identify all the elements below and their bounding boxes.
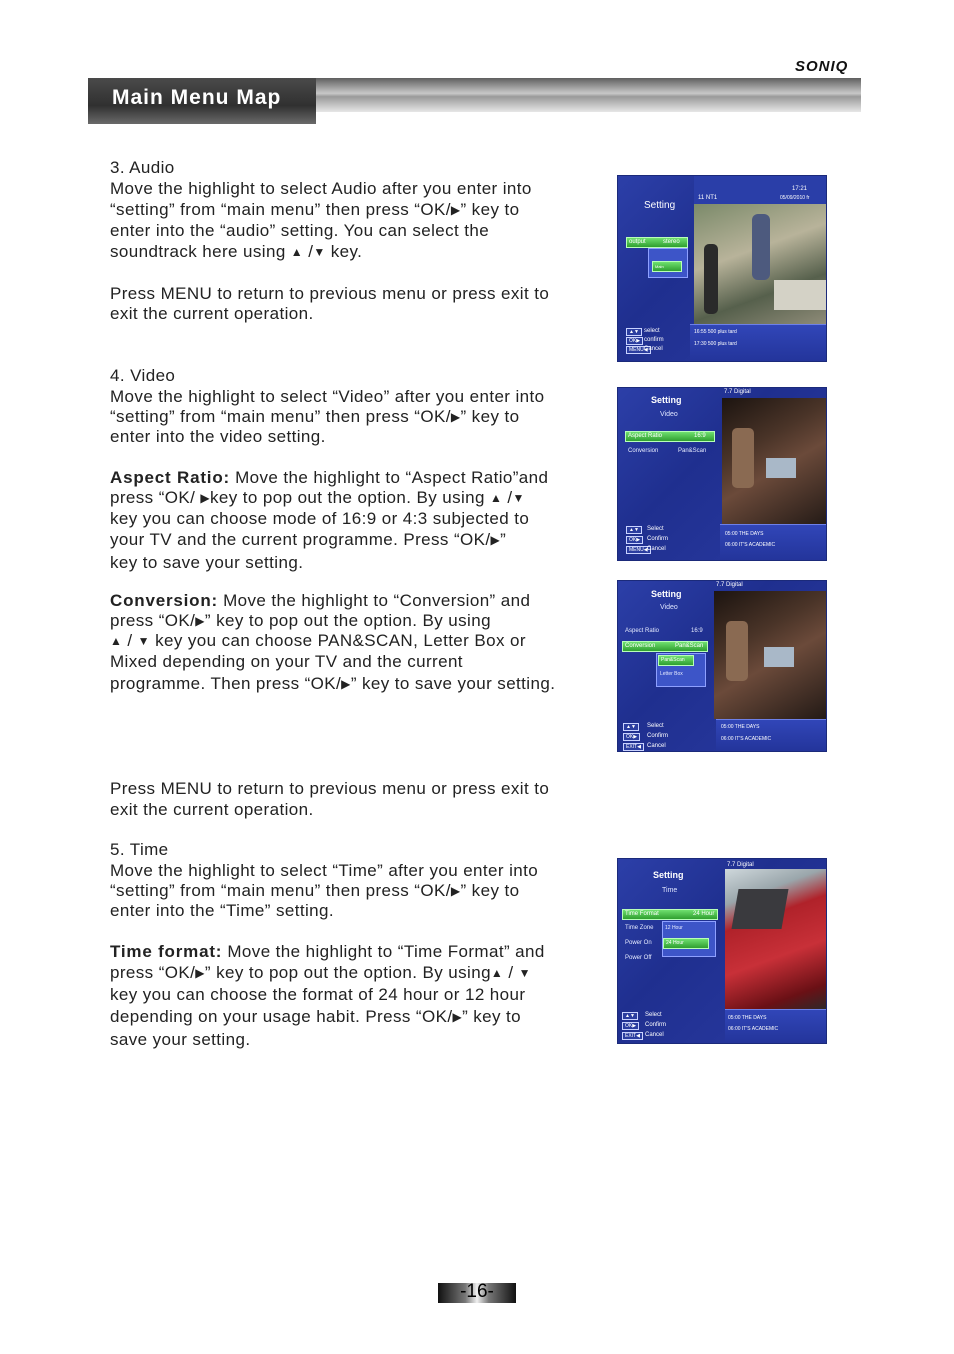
menu-back-line: exit the current operation. bbox=[110, 304, 314, 323]
up-arrow-icon: ▲ bbox=[110, 634, 123, 648]
down-arrow-icon: ▼ bbox=[512, 491, 525, 505]
video-preview bbox=[725, 869, 826, 1011]
audio-line: “setting” from “main menu” then press “OK/▶” key to bbox=[110, 200, 520, 219]
key-ok: OK▶ bbox=[626, 337, 643, 345]
right-arrow-icon: ▶ bbox=[195, 966, 205, 980]
aspect-ratio-row[interactable]: Aspect Ratio 16:9 bbox=[625, 431, 715, 442]
time-zone-row[interactable]: Time Zone bbox=[625, 925, 654, 931]
aspect-line: your TV and the current programme. Press “OK/▶” bbox=[110, 530, 507, 549]
person-figure bbox=[704, 244, 718, 314]
video-preview bbox=[722, 398, 826, 526]
timeformat-line: key you can choose the format of 24 hour or 12 hour bbox=[110, 985, 526, 1004]
key-ok: OK▶ bbox=[626, 536, 643, 544]
down-arrow-icon: ▼ bbox=[518, 966, 531, 980]
key-up-down: ▲▼ bbox=[622, 1012, 638, 1020]
timeformat-line: save your setting. bbox=[110, 1030, 251, 1049]
page-title: Main Menu Map bbox=[112, 86, 282, 109]
monitor-figure bbox=[764, 647, 794, 667]
right-arrow-icon: ▶ bbox=[341, 677, 351, 691]
key-ok: OK▶ bbox=[622, 1022, 639, 1030]
conversion-line: Mixed depending on your TV and the current bbox=[110, 652, 463, 671]
audio-heading: 3. Audio bbox=[110, 158, 175, 177]
up-arrow-icon: ▲ bbox=[490, 966, 504, 980]
menu-back-line: exit the current operation. bbox=[110, 800, 314, 819]
key-up-down: ▲▼ bbox=[626, 328, 642, 336]
epg-entry: 05:00 THE DAYS bbox=[725, 531, 764, 537]
clock-time: 17:21 bbox=[792, 186, 808, 192]
popup-option[interactable]: 24 Hour bbox=[663, 938, 709, 949]
down-arrow-icon: ▼ bbox=[137, 634, 150, 648]
time-format-row[interactable]: Time Format 24 Hour bbox=[622, 909, 718, 920]
time-line: “setting” from “main menu” then press “OK/▶” key to bbox=[110, 881, 520, 900]
epg-entry: 17:30 500 plus tard bbox=[694, 341, 737, 347]
right-arrow-icon: ▶ bbox=[450, 884, 461, 898]
key-up-down: ▲▼ bbox=[623, 723, 639, 731]
key-label: Cancel bbox=[647, 743, 666, 749]
aspect-line: key to save your setting. bbox=[110, 553, 304, 572]
timeformat-line: depending on your usage habit. Press “OK/▶” key to bbox=[110, 1007, 522, 1026]
conversion-line: ▲ / ▼ key you can choose PAN&SCAN, Letter Box or bbox=[110, 631, 526, 650]
up-arrow-icon: ▲ bbox=[290, 245, 304, 259]
audio-output-row[interactable]: output stereo bbox=[626, 237, 688, 248]
popup-option[interactable]: Letter Box bbox=[660, 671, 683, 677]
menu-back-line: Press MENU to return to previous menu or press exit to bbox=[110, 779, 550, 798]
key-label: select bbox=[644, 328, 660, 334]
screenshot-video-setting bbox=[617, 387, 827, 561]
power-off-row[interactable]: Power Off bbox=[625, 955, 652, 961]
aspect-ratio-row[interactable]: Aspect Ratio 16:9 bbox=[625, 628, 703, 634]
menu-title: Setting bbox=[651, 589, 682, 599]
screenshot-audio-setting bbox=[617, 175, 827, 362]
popup-option[interactable]: Main bbox=[652, 261, 682, 272]
monitor-figure bbox=[766, 458, 796, 478]
key-menu: MENU◀ bbox=[626, 346, 651, 354]
key-ok: OK▶ bbox=[623, 733, 640, 741]
power-on-row[interactable]: Power On bbox=[625, 940, 652, 946]
page-number: -16- bbox=[460, 1281, 494, 1302]
key-label: Select bbox=[645, 1012, 662, 1018]
key-label: Cancel bbox=[645, 1032, 664, 1038]
key-label: Confirm bbox=[647, 733, 669, 739]
key-label: Cancel bbox=[644, 346, 663, 352]
video-line: enter into the video setting. bbox=[110, 427, 326, 446]
audio-line: enter into the “audio” setting. You can select the bbox=[110, 221, 490, 240]
video-line: “setting” from “main menu” then press “OK/▶” key to bbox=[110, 407, 520, 426]
right-arrow-icon: ▶ bbox=[452, 1010, 463, 1024]
aspect-line: press “OK/ ▶key to pop out the option. By using ▲ /▼ bbox=[110, 488, 525, 507]
key-label: Select bbox=[647, 526, 664, 532]
aspect-line: key you can choose mode of 16:9 or 4:3 subjected to bbox=[110, 509, 530, 528]
brand-logo: SONIQ bbox=[795, 58, 849, 75]
table-figure bbox=[774, 280, 826, 310]
timeformat-line: press “OK/▶” key to pop out the option. By using▲ / ▼ bbox=[110, 963, 531, 982]
conversion-row[interactable]: Conversion Pan&Scan bbox=[622, 641, 708, 652]
key-label: Select bbox=[647, 723, 664, 729]
popup-option[interactable]: Pan&Scan bbox=[658, 655, 694, 666]
clock-date: 05/09/2010 fr bbox=[780, 195, 810, 201]
key-up-down: ▲▼ bbox=[626, 526, 642, 534]
down-arrow-icon: ▼ bbox=[313, 245, 326, 259]
channel-name: 7.7 Digital bbox=[724, 389, 751, 395]
video-line: Move the highlight to select “Video” after you enter into bbox=[110, 387, 545, 406]
epg-entry: 05:00 THE DAYS bbox=[728, 1015, 767, 1021]
menu-title: Setting bbox=[653, 870, 684, 880]
right-arrow-icon: ▶ bbox=[200, 491, 211, 505]
key-exit: EXIT◀ bbox=[623, 743, 644, 751]
menu-subtitle: Video bbox=[660, 411, 678, 418]
up-arrow-icon: ▲ bbox=[489, 491, 503, 505]
right-arrow-icon: ▶ bbox=[195, 614, 205, 628]
screenshot-conversion-setting bbox=[617, 580, 827, 752]
time-heading: 5. Time bbox=[110, 840, 169, 859]
aspect-line: Aspect Ratio: Move the highlight to “Aspect Ratio”and bbox=[110, 468, 549, 487]
menu-back-line: Press MENU to return to previous menu or press exit to bbox=[110, 284, 550, 303]
audio-line: soundtrack here using ▲ /▼ key. bbox=[110, 242, 363, 261]
menu-subtitle: Time bbox=[662, 887, 678, 894]
epg-entry: 06:00 IT'S ACADEMIC bbox=[725, 542, 776, 548]
conversion-row[interactable]: Conversion Pan&Scan bbox=[628, 448, 707, 454]
menu-subtitle: Video bbox=[660, 604, 678, 611]
conversion-line: Conversion: Move the highlight to “Conversion” and bbox=[110, 591, 531, 610]
key-label: Confirm bbox=[647, 536, 669, 542]
time-line: enter into the “Time” setting. bbox=[110, 901, 334, 920]
menu-title: Setting bbox=[651, 395, 682, 405]
right-arrow-icon: ▶ bbox=[450, 410, 461, 424]
audio-line: Move the highlight to select Audio after you enter into bbox=[110, 179, 532, 198]
key-label: Cancel bbox=[647, 546, 666, 552]
key-label: Confirm bbox=[645, 1022, 667, 1028]
person-figure bbox=[726, 621, 748, 681]
menu-title: Setting bbox=[644, 200, 676, 211]
channel-name: 7.7 Digital bbox=[716, 582, 743, 588]
video-heading: 4. Video bbox=[110, 366, 176, 385]
conversion-line: press “OK/▶” key to pop out the option. By using bbox=[110, 611, 491, 630]
channel-name: 7.7 Digital bbox=[727, 862, 754, 868]
right-arrow-icon: ▶ bbox=[450, 203, 461, 217]
popup-option[interactable]: 12 Hour bbox=[665, 925, 683, 931]
person-figure bbox=[752, 214, 770, 280]
person-figure bbox=[732, 428, 754, 488]
epg-entry: 06:00 IT'S ACADEMIC bbox=[721, 736, 772, 742]
car-window-figure bbox=[731, 889, 788, 929]
key-label: confirm bbox=[644, 337, 664, 343]
key-exit: EXIT◀ bbox=[622, 1032, 643, 1040]
conversion-line: programme. Then press “OK/▶” key to save your setting. bbox=[110, 674, 556, 693]
video-preview bbox=[714, 591, 826, 719]
timeformat-line: Time format: Move the highlight to “Time Format” and bbox=[110, 942, 545, 961]
screenshot-time-setting bbox=[617, 858, 827, 1044]
channel-name: 11 NT1 bbox=[698, 195, 718, 201]
epg-entry: 05:00 THE DAYS bbox=[721, 724, 760, 730]
video-preview bbox=[694, 204, 826, 324]
epg-entry: 06:00 IT'S ACADEMIC bbox=[728, 1026, 779, 1032]
key-menu: MENU◀ bbox=[626, 546, 651, 554]
time-line: Move the highlight to select “Time” after you enter into bbox=[110, 861, 539, 880]
right-arrow-icon: ▶ bbox=[490, 533, 501, 547]
epg-entry: 16:55 500 plus tard bbox=[694, 329, 737, 335]
